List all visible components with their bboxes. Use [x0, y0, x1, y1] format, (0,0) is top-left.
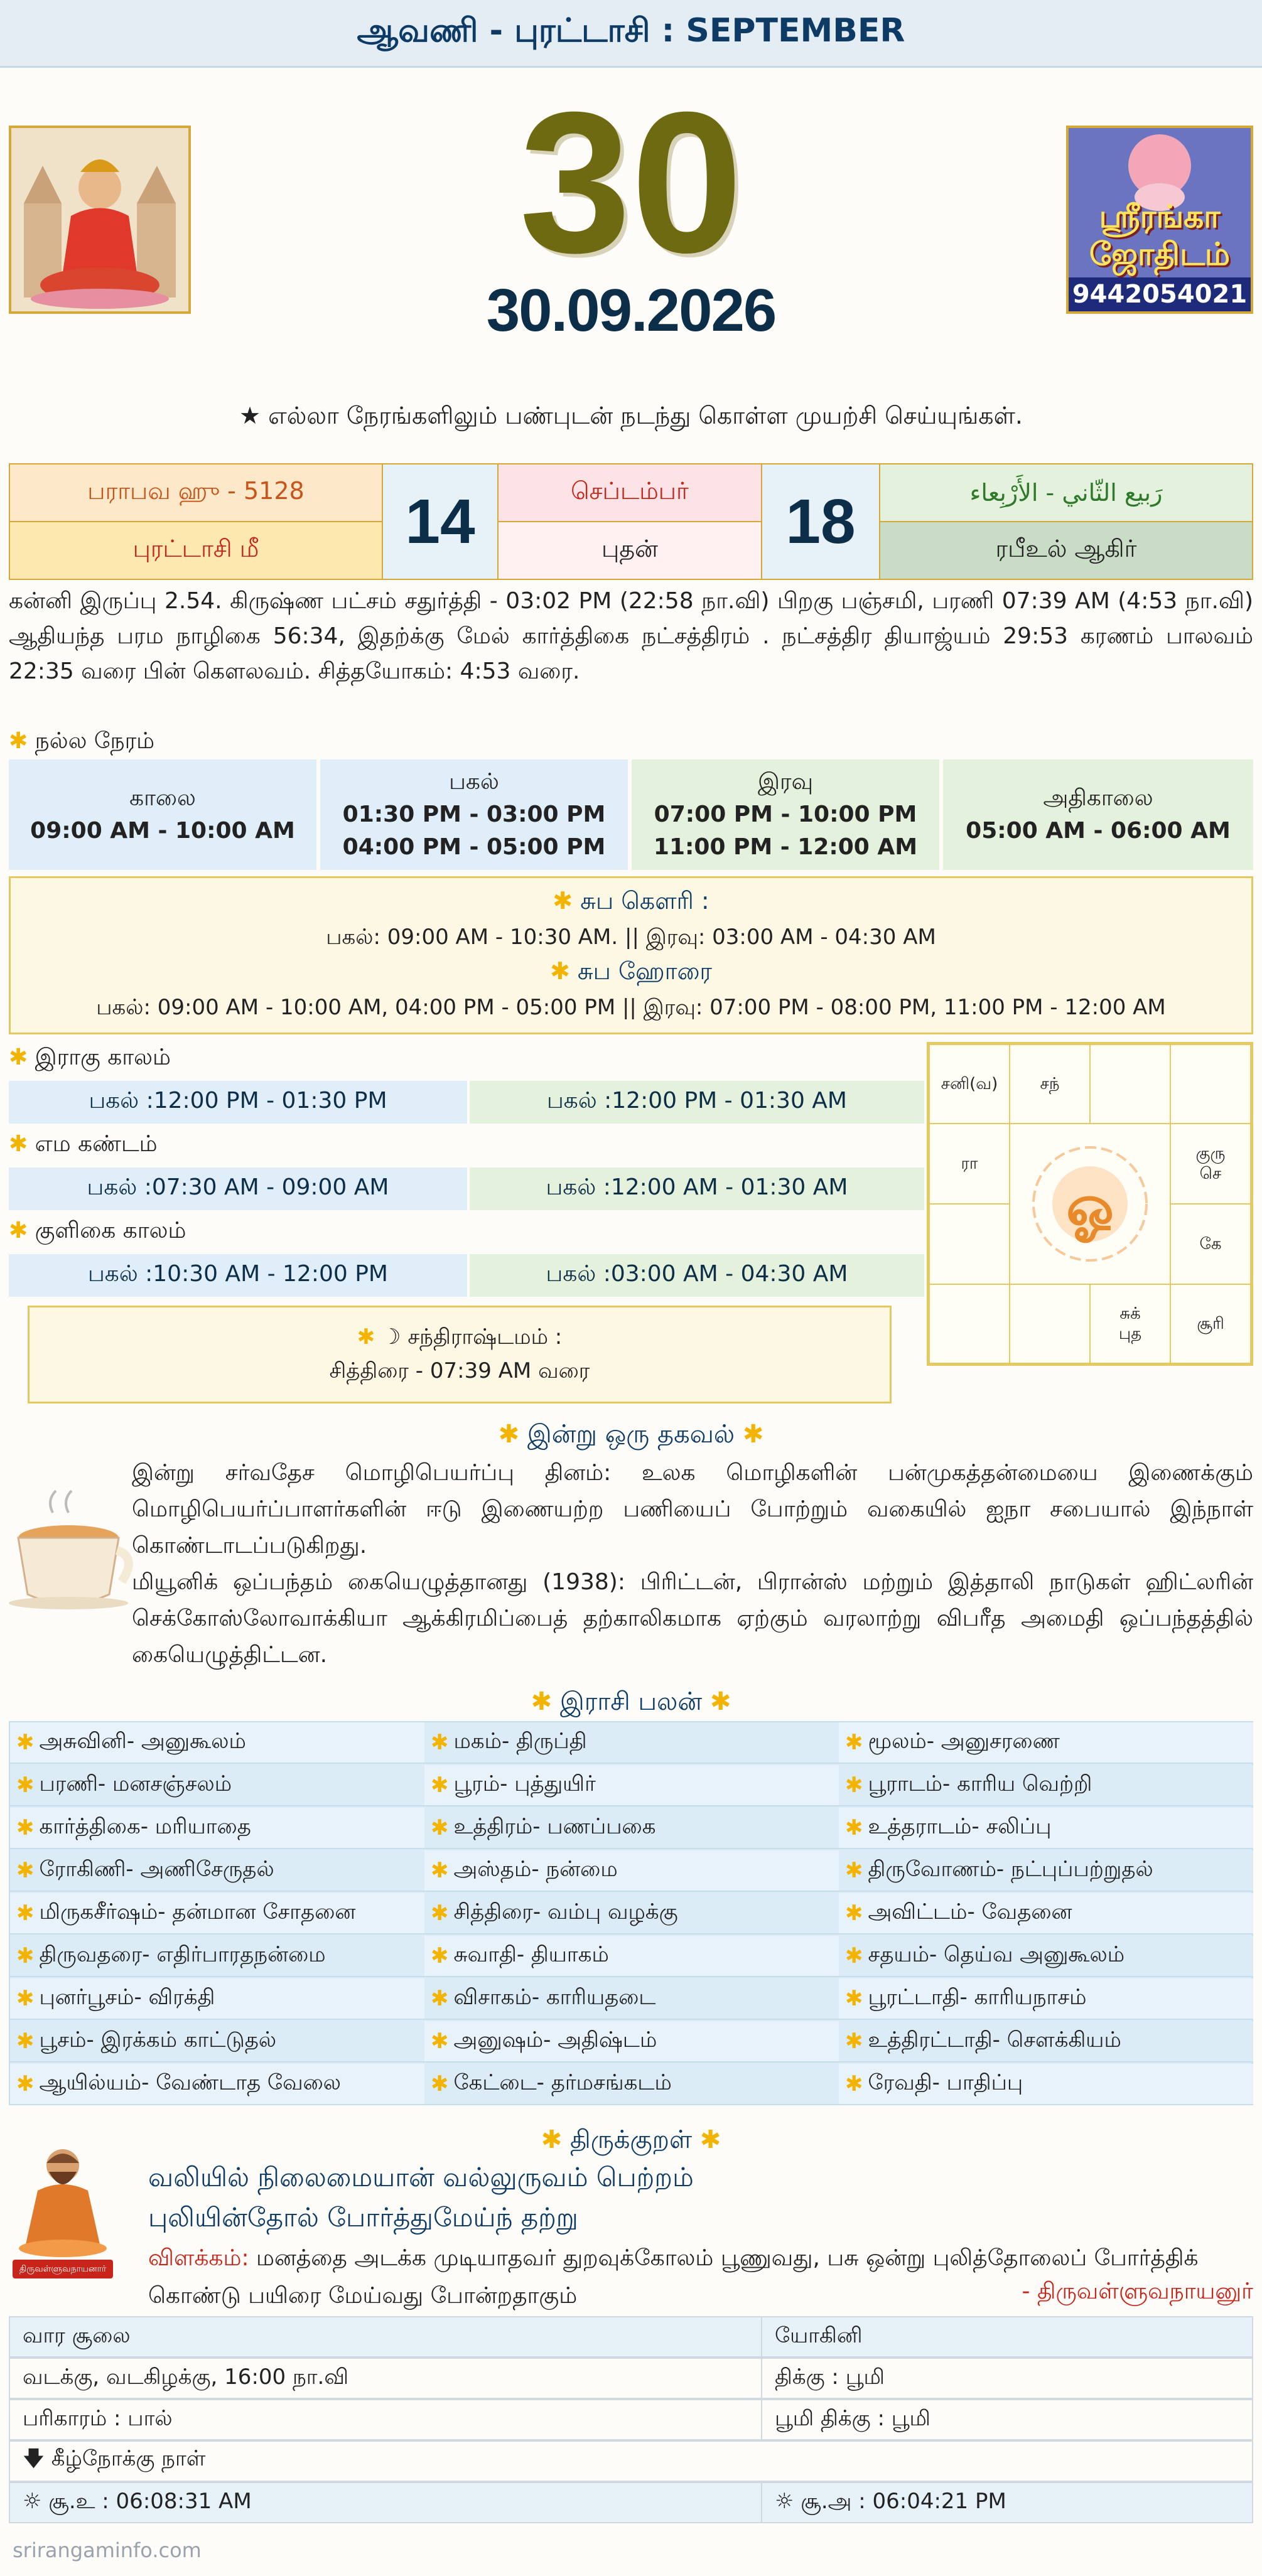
rasi-item-text: திருவோணம்- நட்புப்பற்றுதல் — [868, 1857, 1153, 1882]
flower-icon: ✱ — [431, 1773, 449, 1798]
flower-icon: ✱ — [431, 1858, 449, 1883]
rahu-b: பகல் :12:00 PM - 01:30 AM — [470, 1081, 924, 1124]
islamic-month-tamil: ரபீஉல் ஆகிர் — [879, 521, 1253, 580]
chart-cell-16: சூரி — [1170, 1284, 1251, 1364]
hora-text: பகல்: 09:00 AM - 10:00 AM, 04:00 PM - 05:00 PM || இரவு: 07:00 PM - 08:00 PM, 11:00 PM - 12:00 AM — [96, 995, 1166, 1020]
chandrashtamam-box — [28, 1306, 892, 1403]
rasi-item — [424, 2021, 839, 2063]
keezh-cell: 🡇 கீழ்நோக்கு நாள் — [9, 2440, 1253, 2482]
flower-icon: ✱ — [16, 1730, 35, 1755]
rasi-item-text: புனர்பூசம்- விரக்தி — [39, 1985, 215, 2010]
flower-icon: ✱ — [845, 1773, 863, 1798]
nalla-neram-morning — [9, 759, 316, 870]
rasi-chart — [927, 1042, 1253, 1366]
chart-cell-2: சந் — [1009, 1044, 1091, 1124]
dikku-cell: திக்கு : பூமி — [761, 2358, 1253, 2399]
kuligai-label: குளிகை காலம் — [35, 1218, 186, 1243]
kuligai-title — [9, 1218, 186, 1247]
flower-icon: ✱ — [9, 1044, 28, 1070]
rasi-item-text: கார்த்திகை- மரியாதை — [39, 1814, 251, 1839]
ema-title — [9, 1131, 158, 1160]
rahu-title — [9, 1044, 171, 1073]
info-text — [132, 1455, 1253, 1673]
rasi-item — [10, 1722, 424, 1764]
nalla-neram-night — [632, 759, 939, 870]
kural-line-1: வலியில் நிலைமையான் வல்லுருவம் பெற்றம் — [148, 2162, 694, 2192]
rahu-a: பகல் :12:00 PM - 01:30 PM — [9, 1081, 467, 1124]
rasi-item — [10, 1850, 424, 1892]
flower-icon: ✱ — [431, 1986, 449, 2011]
flower-icon: ✱ — [431, 2071, 449, 2096]
rasi-item-text: மகம்- திருப்தி — [453, 1729, 587, 1754]
brand-phone[interactable]: 9442054021 — [1069, 277, 1251, 311]
chart-cell-3 — [1089, 1044, 1171, 1124]
slot-label: பகல் — [449, 769, 499, 795]
flower-icon: ✱ — [16, 1773, 35, 1798]
rasi-item — [10, 2064, 424, 2105]
kural-author: - திருவள்ளுவநாயனுர் — [1022, 2278, 1253, 2304]
flower-icon: ✱ — [431, 1943, 449, 1968]
chart-planet: குரு — [1195, 1144, 1226, 1163]
slot-time: 11:00 PM - 12:00 AM — [653, 834, 918, 860]
rasi-item-text: ரேவதி- பாதிப்பு — [868, 2070, 1023, 2095]
flower-icon: ✱ — [16, 2071, 35, 2096]
english-month: செப்டம்பர் — [497, 463, 762, 522]
nalla-neram-label: நல்ல நேரம் — [35, 728, 155, 754]
rasi-item — [839, 2021, 1253, 2063]
slot-time: 07:00 PM - 10:00 PM — [654, 802, 917, 827]
rasi-item-text: பரணி- மனசஞ்சலம் — [39, 1771, 232, 1796]
chart-planet: புத — [1118, 1324, 1142, 1343]
rasi-item — [424, 2064, 839, 2105]
vilakkam-label: விளக்கம்: — [148, 2245, 249, 2271]
rasi-item-text: ரோகிணி- அணிசேருதல் — [39, 1857, 274, 1882]
footer-link[interactable]: srirangaminfo.com — [13, 2538, 202, 2562]
rasi-item — [424, 1978, 839, 2020]
flower-icon: ✱ — [845, 1730, 863, 1755]
flower-icon: ✱ — [431, 1815, 449, 1840]
info-title-text: இன்று ஒரு தகவல் — [527, 1420, 735, 1449]
rasi-item — [424, 1850, 839, 1892]
rasi-item-text: சுவாதி- தியாகம் — [453, 1942, 609, 1967]
flower-icon: ✱ — [845, 1858, 863, 1883]
tamil-year: பராபவ ஹு - 5128 — [9, 463, 383, 522]
flower-icon: ✱ — [531, 1687, 553, 1716]
rasi-item — [10, 2021, 424, 2063]
rasi-item — [839, 1808, 1253, 1849]
flower-icon: ✱ — [357, 1324, 375, 1350]
slot-time: 09:00 AM - 10:00 AM — [30, 818, 295, 844]
flower-icon: ✱ — [16, 1858, 35, 1883]
flower-icon: ✱ — [845, 2071, 863, 2096]
rasi-item-text: திருவதரை- எதிர்பாரதநன்மை — [39, 1942, 326, 1967]
rahu-label: இராகு காலம் — [35, 1044, 171, 1070]
flower-icon: ✱ — [498, 1420, 520, 1449]
rasi-item-text: ஆயில்யம்- வேண்டாத வேலை — [39, 2070, 341, 2095]
chart-cell-14 — [1009, 1284, 1091, 1364]
slot-time: 05:00 AM - 06:00 AM — [966, 818, 1231, 844]
kuligai-b: பகல் :03:00 AM - 04:30 AM — [470, 1254, 924, 1297]
islamic-day: 18 — [761, 463, 880, 580]
chart-cell-9 — [929, 1203, 1010, 1285]
chart-cell-15 — [1089, 1284, 1171, 1364]
slot-time: 01:30 PM - 03:00 PM — [342, 802, 606, 827]
flower-icon: ✱ — [845, 1986, 863, 2011]
chart-cell-1: சனி(வ) — [929, 1044, 1010, 1124]
panchang-text: கன்னி இருப்பு 2.54. கிருஷ்ண பட்சம் சதுர்த்தி - 03:02 PM (22:58 நா.வி) பிறகு பஞ்சமி, பரணி 07:39 AM (4:53 நா.வி) ஆதியந்த பரம நாழிகை 56:34, இதற்க்கு மேல் கார்த்திகை நட்சத்திரம் . நட்சத்திர தியாஜ்யம் 29:53 கரணம் பாலவம் 22:35 வரை பின் கௌலவம். சித்தயோகம்: 4:53 வரை. — [9, 588, 1253, 684]
rasi-item — [10, 1978, 424, 2020]
rasi-item-text: சதயம்- தெய்வ அனுகூலம் — [868, 1942, 1125, 1967]
rasi-item-text: அனுஷம்- அதிஷ்டம் — [453, 2027, 657, 2053]
chart-planet: செ — [1199, 1164, 1222, 1183]
info-title — [0, 1420, 1262, 1452]
info-paragraph: மியூனிக் ஒப்பந்தம் கையெழுத்தானது (1938): பிரிட்டன், பிரான்ஸ் மற்றும் இத்தாலி நாடுகள் ஹிட்லரின் செக்கோஸ்லோவாக்கியா ஆக்கிரமிப்பைத் தற்காலிகமாக ஏற்கும் வரலாற்று விபரீத அமைதி ஒப்பந்தத்தில் கையெழுத்திட்டன. — [132, 1569, 1253, 1668]
flower-icon: ✱ — [541, 2125, 563, 2154]
flower-icon: ✱ — [431, 1901, 449, 1926]
rasi-item-text: உத்திரட்டாதி- சௌக்கியம் — [868, 2027, 1121, 2053]
bottom-table — [9, 2316, 1253, 2530]
rasi-item-text: மூலம்- அனுசரணை — [868, 1729, 1060, 1754]
chart-cell-8 — [1170, 1123, 1251, 1205]
rasi-item-text: உத்தராடம்- சலிப்பு — [868, 1814, 1052, 1839]
flower-icon: ✱ — [9, 1218, 28, 1243]
flower-icon: ✱ — [742, 1420, 764, 1449]
hora-title-text: சுப ஹோரை — [577, 957, 713, 985]
kural-line-2: புலியின்தோல் போர்த்துமேய்ந் தற்று — [148, 2202, 578, 2233]
rasi-item — [839, 1893, 1253, 1935]
gowri-text: பகல்: 09:00 AM - 10:30 AM. || இரவு: 03:00 AM - 04:30 AM — [326, 925, 936, 950]
hora-title — [11, 957, 1251, 989]
slot-time: 04:00 PM - 05:00 PM — [342, 834, 606, 860]
rasi-table — [9, 1721, 1253, 2105]
rasi-item — [424, 1936, 839, 1977]
rasi-item — [839, 1765, 1253, 1806]
rasi-item-text: பூராடம்- காரிய வெற்றி — [868, 1771, 1092, 1796]
thiruvalluvar-badge: திருவள்ளுவநாயனார் — [13, 2260, 113, 2278]
slot-label: இரவு — [757, 769, 814, 795]
rasi-item-text: சித்திரை- வம்பு வழக்கு — [453, 1899, 678, 1924]
flower-icon: ✱ — [549, 957, 570, 985]
chart-cell-13 — [929, 1284, 1010, 1364]
thiruvalluvar-image — [13, 2140, 113, 2278]
yogini-header: யோகினி — [761, 2316, 1253, 2358]
weekday: புதன் — [497, 521, 762, 580]
flower-icon: ✱ — [16, 2029, 35, 2054]
brand-logo — [1066, 126, 1253, 314]
ema-a: பகல் :07:30 AM - 09:00 AM — [9, 1167, 467, 1210]
chart-cell-12: கே — [1170, 1203, 1251, 1285]
rasi-item-text: கேட்டை- தர்மசங்கடம் — [453, 2070, 672, 2095]
gowri-hora-box — [9, 876, 1253, 1034]
kural-title-text: திருக்குறள் — [569, 2125, 693, 2154]
chart-center — [1009, 1123, 1171, 1285]
flower-icon: ✱ — [9, 728, 28, 754]
rasi-item — [10, 1808, 424, 1849]
rasi-title — [0, 1687, 1262, 1719]
direction-cell: வடக்கு, வடகிழக்கு, 16:00 நா.வி — [9, 2358, 762, 2399]
flower-icon: ✱ — [709, 1687, 731, 1716]
rasi-item — [839, 1722, 1253, 1764]
rasi-item-text: விசாகம்- காரியதடை — [453, 1985, 656, 2010]
flower-icon: ✱ — [431, 1730, 449, 1755]
vilakkam-text: மனத்தை அடக்க முடியாதவர் துறவுக்கோலம் பூணுவது, பசு ஒன்று புலித்தோலைப் போர்த்திக் கொண்டு பயிரை மேய்வது போன்றதாகும் — [148, 2245, 1199, 2309]
chandrashtamam-title — [30, 1320, 890, 1354]
gowri-title-text: சுப கௌரி : — [580, 887, 709, 915]
motto-text: ★ எல்லா நேரங்களிலும் பண்புடன் நடந்து கொள்ள முயற்சி செய்யுங்கள். — [239, 402, 1023, 429]
flower-icon: ✱ — [845, 1901, 863, 1926]
nalla-neram-dawn — [943, 759, 1253, 870]
full-date: 30.09.2026 — [486, 277, 776, 344]
sunrise-cell: ☼ சூ.உ : 06:08:31 AM — [9, 2482, 762, 2523]
nalla-neram-noon — [320, 759, 628, 870]
sunset-cell: ☼ சூ.அ : 06:04:21 PM — [761, 2482, 1253, 2523]
rasi-item — [424, 1808, 839, 1849]
ema-label: எம கண்டம் — [35, 1131, 158, 1157]
rasi-item — [10, 1936, 424, 1977]
gowri-title — [11, 887, 1251, 918]
nalla-neram-title — [9, 728, 154, 757]
rasi-item — [10, 1893, 424, 1935]
rasi-item — [839, 1978, 1253, 2020]
flower-icon: ✱ — [845, 2029, 863, 2054]
chandrashtamam-text: சித்திரை - 07:39 AM வரை — [329, 1358, 590, 1383]
rasi-item — [424, 1722, 839, 1764]
flower-icon: ✱ — [16, 1943, 35, 1968]
calendar-strip — [9, 463, 1253, 580]
flower-icon: ✱ — [16, 1986, 35, 2011]
rasi-item-text: உத்திரம்- பணப்பகை — [453, 1814, 656, 1839]
flower-icon: ✱ — [16, 1815, 35, 1840]
chandrashtamam-label: ☽ சந்திராஷ்டமம் : — [382, 1324, 563, 1350]
kuligai-a: பகல் :10:30 AM - 12:00 PM — [9, 1254, 467, 1297]
slot-label: காலை — [129, 785, 196, 811]
day-number: 30 — [519, 70, 743, 294]
rasi-item — [10, 1765, 424, 1806]
islamic-month-arabic: رَبيع الثّاني - الأَرْبِعاء — [879, 463, 1253, 522]
rasi-item — [839, 2064, 1253, 2105]
flower-icon: ✱ — [845, 1815, 863, 1840]
rasi-item-text: அஸ்தம்- நன்மை — [453, 1857, 618, 1882]
chart-planet: சுக் — [1119, 1304, 1141, 1323]
rasi-item — [839, 1850, 1253, 1892]
flower-icon: ✱ — [699, 2125, 721, 2154]
tea-cup-icon — [9, 1488, 134, 1613]
bhoomi-cell: பூமி திக்கு : பூமி — [761, 2399, 1253, 2440]
rasi-item-text: பூரட்டாதி- காரியநாசம் — [868, 1985, 1087, 2010]
rasi-item-text: பூரம்- புத்துயிர் — [453, 1771, 596, 1796]
kural-title — [0, 2125, 1262, 2157]
page-header: ஆவணி - புரட்டாசி : SEPTEMBER — [0, 0, 1262, 68]
chart-cell-4 — [1170, 1044, 1251, 1124]
rasi-item — [424, 1893, 839, 1935]
brand-name-line2: ஜோதிடம் — [1089, 236, 1231, 272]
info-paragraph: இன்று சர்வதேச மொழிபெயர்ப்பு தினம்: உலக மொழிகளின் பன்முகத்தன்மையை இணைக்கும் மொழிபெயர்ப்பாளர்களின் ஈடு இணையற்ற பணியைப் போற்றும் வகையில் ஐநா சபையால் இந்நாள் கொண்டாடப்படுகிறது. — [132, 1460, 1253, 1559]
vara-soolai-header: வார சூலை — [9, 2316, 762, 2358]
flower-icon: ✱ — [553, 887, 573, 915]
rasi-item-text: பூசம்- இரக்கம் காட்டுதல் — [39, 2027, 277, 2053]
chart-cell-5: ரா — [929, 1123, 1010, 1205]
flower-icon: ✱ — [16, 1901, 35, 1926]
rasi-item-text: மிருகசீர்ஷம்- தன்மான சோதனை — [39, 1899, 356, 1924]
rasi-item-text: அவிட்டம்- வேதனை — [868, 1899, 1072, 1924]
om-symbol: ஓ — [1066, 1173, 1114, 1239]
flower-icon: ✱ — [9, 1131, 28, 1157]
flower-icon: ✱ — [845, 1943, 863, 1968]
slot-label: அதிகாலை — [1043, 785, 1153, 811]
rasi-item — [839, 1936, 1253, 1977]
brand-name-line1: ஸ்ரீரங்கா — [1099, 198, 1221, 235]
rasi-item — [424, 1765, 839, 1806]
flower-icon: ✱ — [431, 2029, 449, 2054]
parikaram-cell: பரிகாரம் : பால் — [9, 2399, 762, 2440]
rasi-title-text: இராசி பலன் — [559, 1687, 703, 1716]
ema-b: பகல் :12:00 AM - 01:30 AM — [470, 1167, 924, 1210]
deity-image — [9, 126, 191, 314]
rasi-item-text: அசுவினி- அனுகூலம் — [39, 1729, 246, 1754]
tamil-month: புரட்டாசி மீ — [9, 521, 383, 580]
tamil-day: 14 — [382, 463, 499, 580]
